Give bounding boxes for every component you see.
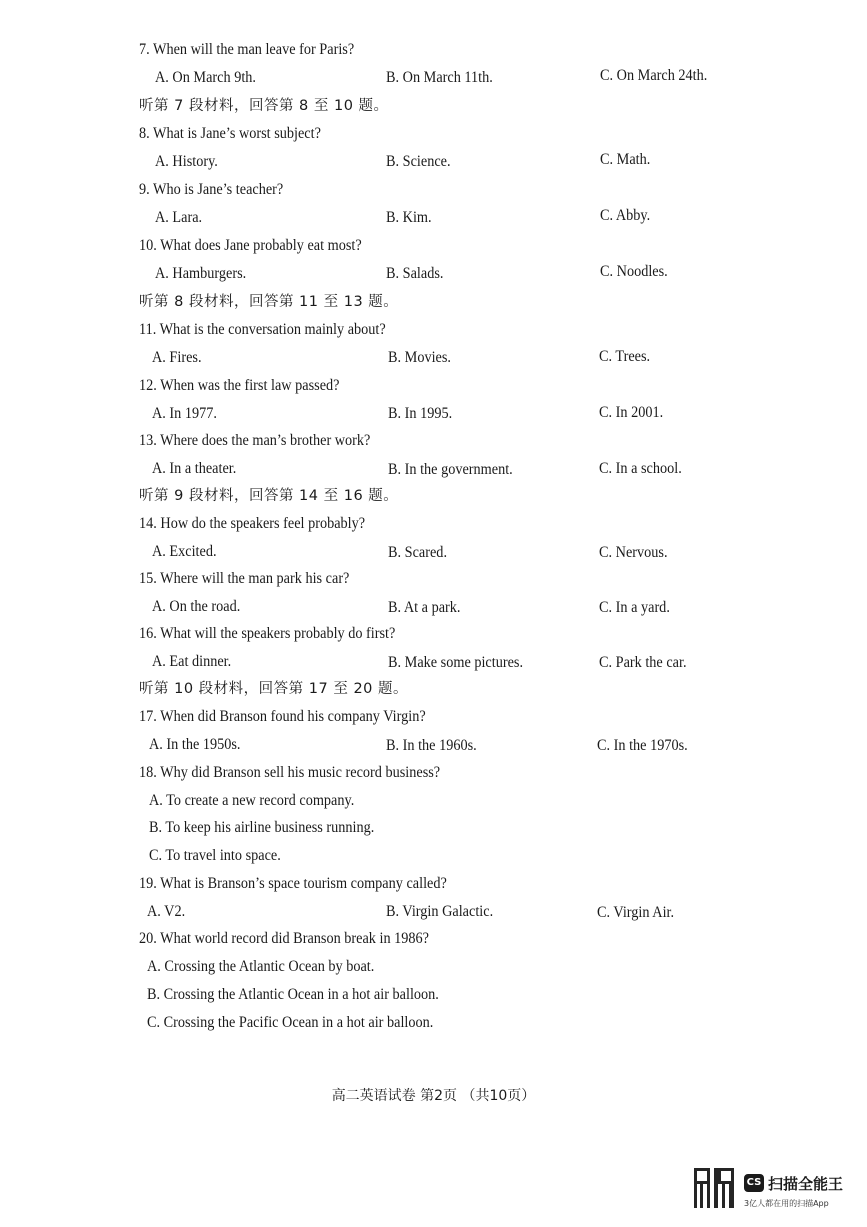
- question-20-option-b: B. Crossing the Atlantic Ocean in a hot air balloon.: [147, 986, 439, 1003]
- question-14-option-b: B. Scared.: [388, 544, 448, 561]
- question-15-option-b: B. At a park.: [388, 599, 461, 616]
- camscanner-tagline: 3亿人都在用的扫描App: [744, 1199, 829, 1208]
- question-7-option-a: A. On March 9th.: [155, 69, 256, 86]
- question-18-option-b: B. To keep his airline business running.: [149, 819, 375, 836]
- question-11-option-a: A. Fires.: [152, 349, 202, 366]
- question-18-stem: 18. Why did Branson sell his music record business?: [139, 764, 441, 781]
- question-16-option-b: B. Make some pictures.: [388, 654, 524, 671]
- question-11-stem: 11. What is the conversation mainly about?: [139, 321, 386, 338]
- question-17-option-c: C. In the 1970s.: [597, 737, 688, 754]
- question-9-option-c: C. Abby.: [600, 207, 651, 224]
- camscanner-name: 扫描全能王: [768, 1175, 844, 1193]
- question-17-stem: 17. When did Branson found his company Virgin?: [139, 708, 426, 725]
- question-16-option-c: C. Park the car.: [599, 654, 687, 671]
- question-8-stem: 8. What is Jane’s worst subject?: [139, 125, 321, 142]
- question-15-stem: 15. Where will the man park his car?: [139, 570, 350, 587]
- question-13-option-b: B. In the government.: [388, 461, 513, 478]
- question-9-option-a: A. Lara.: [155, 209, 203, 226]
- question-19-stem: 19. What is Branson’s space tourism company called?: [139, 875, 447, 892]
- question-19-option-b: B. Virgin Galactic.: [386, 903, 494, 920]
- question-16-option-a: A. Eat dinner.: [152, 653, 232, 670]
- question-18-option-a: A. To create a new record company.: [149, 792, 355, 809]
- question-9-option-b: B. Kim.: [386, 209, 432, 226]
- section-heading-10: 听第 10 段材料，回答第 17 至 20 题。: [139, 681, 409, 697]
- question-16-stem: 16. What will the speakers probably do first?: [139, 625, 396, 642]
- question-18-option-c: C. To travel into space.: [149, 847, 281, 864]
- question-7-stem: 7. When will the man leave for Paris?: [139, 41, 355, 58]
- question-12-option-c: C. In 2001.: [599, 404, 664, 421]
- question-12-option-a: A. In 1977.: [152, 405, 217, 422]
- question-19-option-c: C. Virgin Air.: [597, 904, 675, 921]
- question-8-option-a: A. History.: [155, 153, 218, 170]
- question-20-stem: 20. What world record did Branson break in 1986?: [139, 930, 430, 947]
- section-heading-8: 听第 8 段材料，回答第 11 至 13 题。: [139, 294, 399, 310]
- question-12-option-b: B. In 1995.: [388, 405, 453, 422]
- question-13-option-a: A. In a theater.: [152, 460, 237, 477]
- question-19-option-a: A. V2.: [147, 903, 186, 920]
- question-10-stem: 10. What does Jane probably eat most?: [139, 237, 362, 254]
- question-8-option-c: C. Math.: [600, 151, 651, 168]
- question-11-option-c: C. Trees.: [599, 348, 651, 365]
- page-footer: 高二英语试卷 第2页 （共10页）: [331, 1088, 536, 1104]
- question-8-option-b: B. Science.: [386, 153, 451, 170]
- question-10-option-a: A. Hamburgers.: [155, 265, 247, 282]
- scanner-watermark: [694, 1168, 854, 1216]
- question-13-option-c: C. In a school.: [599, 460, 682, 477]
- question-10-option-c: C. Noodles.: [600, 263, 668, 280]
- question-11-option-b: B. Movies.: [388, 349, 451, 366]
- question-20-option-a: A. Crossing the Atlantic Ocean by boat.: [147, 958, 375, 975]
- question-7-option-c: C. On March 24th.: [600, 67, 708, 84]
- question-10-option-b: B. Salads.: [386, 265, 444, 282]
- question-14-stem: 14. How do the speakers feel probably?: [139, 515, 366, 532]
- section-heading-7: 听第 7 段材料，回答第 8 至 10 题。: [139, 98, 389, 114]
- camscanner-logo: CS: [744, 1174, 764, 1192]
- question-20-option-c: C. Crossing the Pacific Ocean in a hot air balloon.: [147, 1014, 434, 1031]
- question-9-stem: 9. Who is Jane’s teacher?: [139, 181, 284, 198]
- question-17-option-b: B. In the 1960s.: [386, 737, 477, 754]
- question-7-option-b: B. On March 11th.: [386, 69, 493, 86]
- question-17-option-a: A. In the 1950s.: [149, 736, 241, 753]
- question-15-option-a: A. On the road.: [152, 598, 241, 615]
- question-15-option-c: C. In a yard.: [599, 599, 670, 616]
- question-13-stem: 13. Where does the man’s brother work?: [139, 432, 371, 449]
- question-12-stem: 12. When was the first law passed?: [139, 377, 340, 394]
- qr-code-icon: [694, 1168, 734, 1208]
- section-heading-9: 听第 9 段材料，回答第 14 至 16 题。: [139, 488, 399, 504]
- question-14-option-a: A. Excited.: [152, 543, 217, 560]
- question-14-option-c: C. Nervous.: [599, 544, 668, 561]
